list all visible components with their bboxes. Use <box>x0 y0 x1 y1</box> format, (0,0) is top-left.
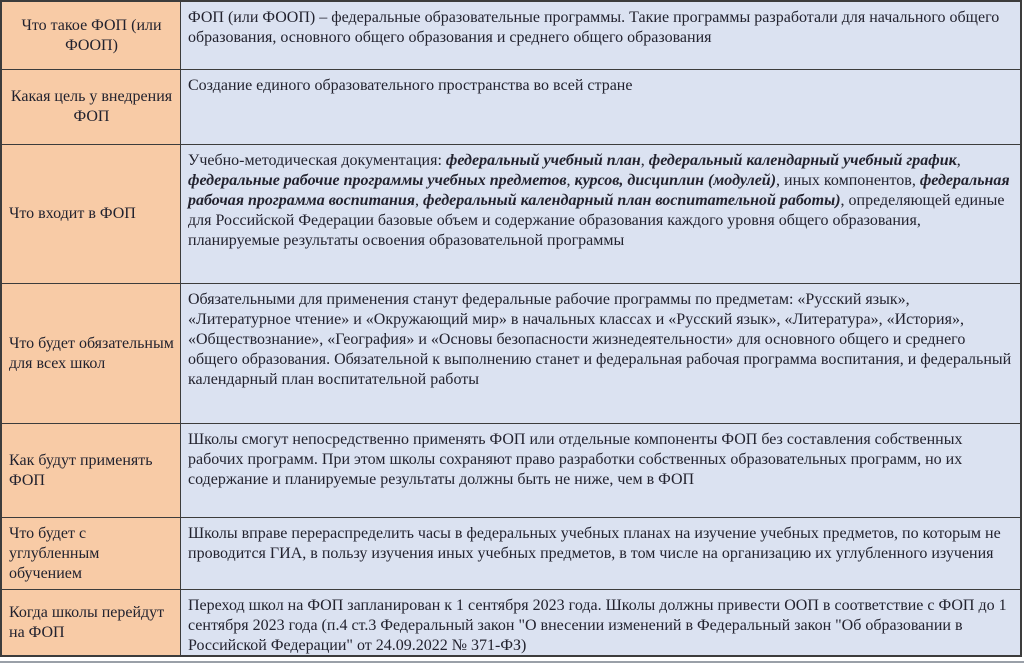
answer-cell-advanced-study: Школы вправе перераспределить часы в федеральных учебных планах на изучение учебных предметов, по которым не проводится ГИА, в пользу изучения иных учебных предметов, в том числе на организацию их углубленного изучения <box>181 518 1020 589</box>
answer-cell-mandatory: Обязательными для применения станут федеральные рабочие программы по предметам: «Русский язык», «Литературное чтение» и «Окружающий мир» в начальных классах и «Русский язык», «Литература», «История», «Обществознание», «География» и «Основы безопасности жизнедеятельности» для основного общего и среднего общего образования. Обязательной к выполнению станет и федеральная рабочая программа воспитания, и федеральный календарный план воспитательной работы <box>181 284 1020 423</box>
question-cell-what-is-fop <box>2 2 180 69</box>
question-cell-transition-date <box>2 590 180 655</box>
answer-cell-application: Школы смогут непосредственно применять ФОП или отдельные компоненты ФОП без составления собственных рабочих программ. При этом школы сохраняют право разработки собственных образовательных программ, но их содержание и планируемые результаты должны быть не ниже, чем в ФОП <box>181 424 1020 517</box>
answer-cell-what-is-fop: ФОП (или ФООП) – федеральные образовательные программы. Такие программы разработали для начального общего образования, основного общего образования и среднего общего образования <box>181 2 1020 69</box>
question-text: Как будут применять ФОП <box>9 451 153 489</box>
question-text: Когда школы перейдут на ФОП <box>9 603 165 641</box>
question-cell-contents <box>2 145 180 283</box>
question-cell-mandatory <box>2 284 180 423</box>
question-cell-application <box>2 424 180 517</box>
answer-cell-goal: Создание единого образовательного пространства во всей стране <box>181 70 1020 144</box>
answer-cell-transition-date: Переход школ на ФОП запланирован к 1 сентября 2023 года. Школы должны привести ООП в соответствие с ФОП до 1 сентября 2023 года (п.4 ст.3 Федеральный закон "О внесении изменений в Федеральный закон "Об образовании в Российской Федерации" от 24.09.2022 № 371-ФЗ) <box>181 590 1020 655</box>
question-text: Какая цель у внедрения ФОП <box>10 88 173 125</box>
answer-cell-contents: Учебно-методическая документация: федеральный учебный план, федеральный календарный учебный график, федеральные рабочие программы учебных предметов, курсов, дисциплин (модулей), иных компонентов, федеральная рабочая программа воспитания, федеральный календарный план воспитательной работы), определяющей единые для Российской Федерации базовые объем и содержание образования каждого уровня общего образования, планируемые результаты освоения образовательной программы <box>181 145 1020 283</box>
question-cell-advanced-study <box>2 518 180 589</box>
page-bottom-divider <box>0 661 1024 663</box>
question-text: Что входит в ФОП <box>9 205 136 222</box>
question-text: Что такое ФОП (или ФООП) <box>21 16 162 54</box>
question-cell-goal <box>2 70 180 144</box>
question-text: Что будет обязательным для всех школ <box>9 334 174 372</box>
question-text: Что будет с углубленным обучением <box>9 524 100 582</box>
